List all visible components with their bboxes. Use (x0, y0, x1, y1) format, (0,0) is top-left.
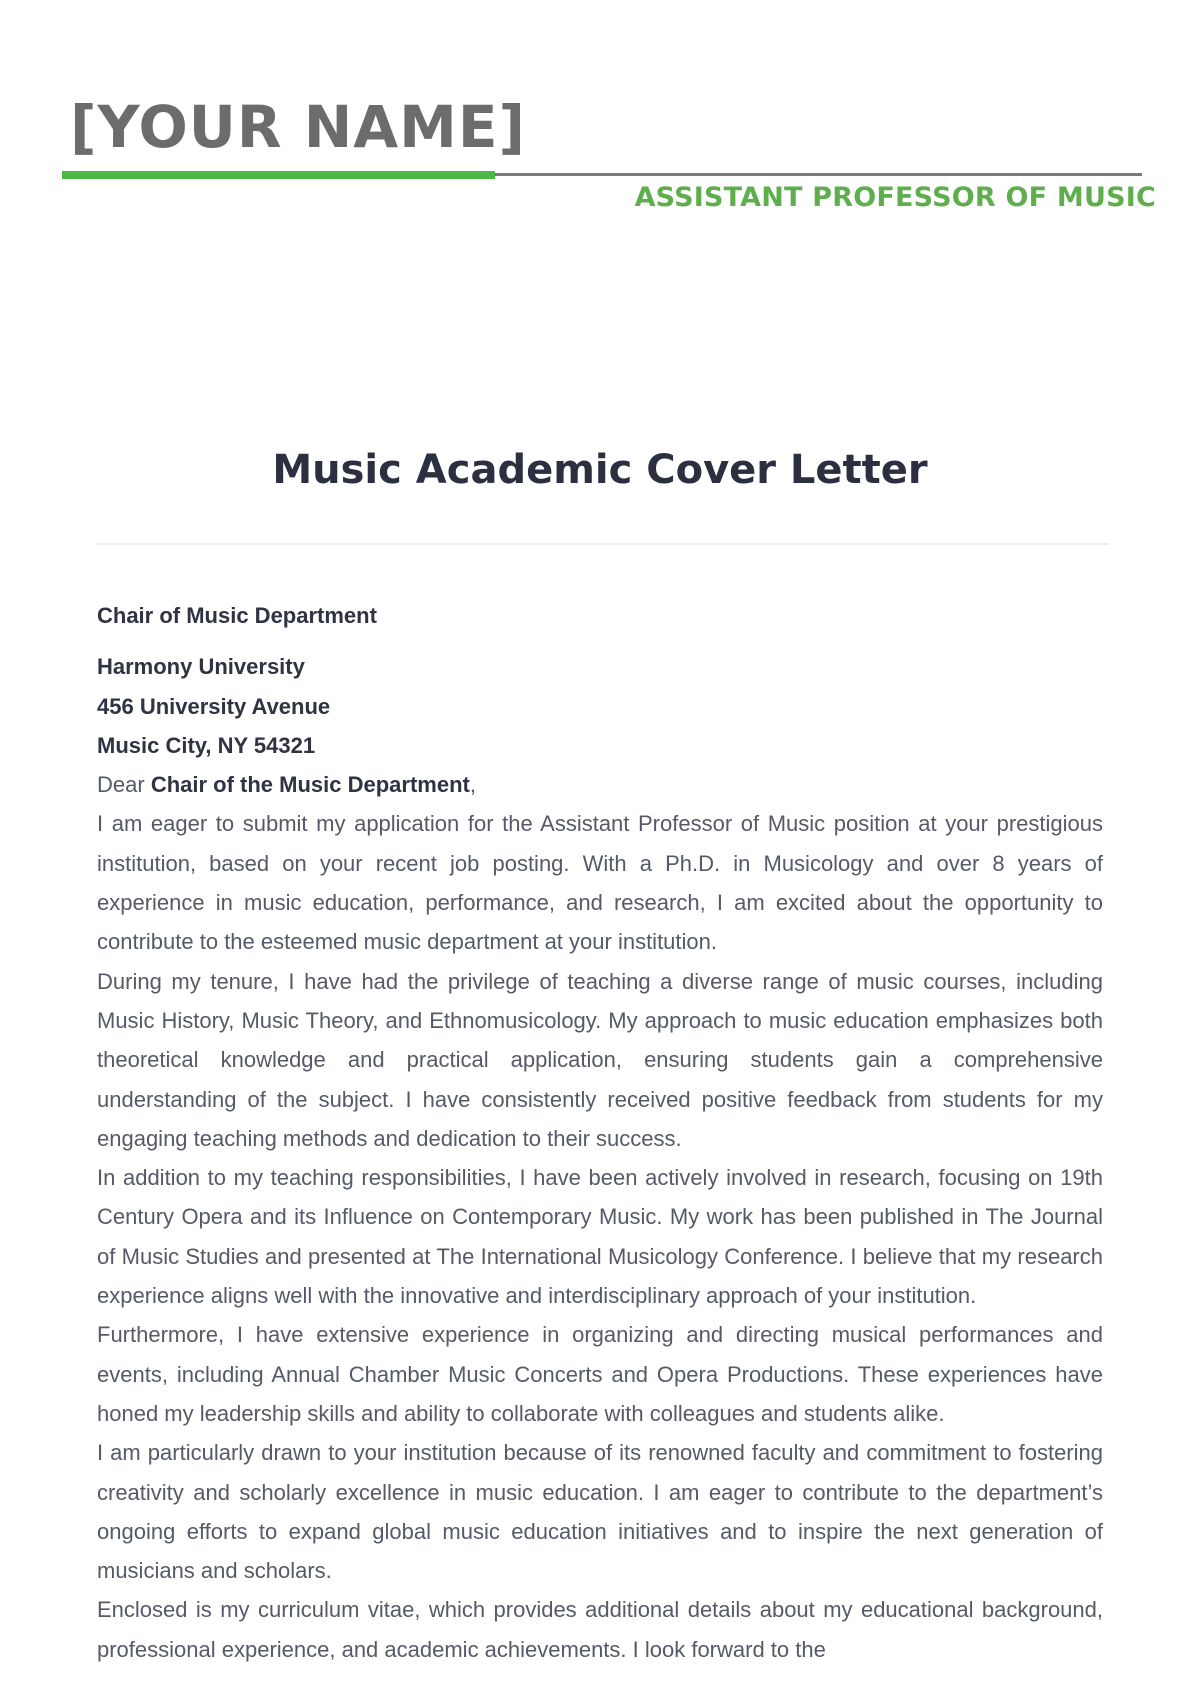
salutation-prefix: Dear (97, 772, 145, 798)
body-paragraph-1: I am eager to submit my application for the Assistant Professor of Music position at your prestigious institution, based on your recent job posting. With a Ph.D. in Musicology and over 8 years of experience in music education, performance, and research, I am excited about the opportunity to contribute to the esteemed music department at your institution. (97, 811, 1103, 955)
applicant-name: [YOUR NAME] (70, 93, 526, 161)
salutation (97, 765, 1103, 804)
body-paragraph-3: In addition to my teaching responsibilities, I have been actively involved in research, focusing on 19th Century Opera and its Influence on Contemporary Music. My work has been published in The Journal of Music Studies and presented at The International Musicology Conference. I believe that my research experience aligns well with the innovative and interdisciplinary approach of your institution. (97, 1165, 1103, 1309)
body-paragraph-6: Enclosed is my curriculum vitae, which provides additional details about my educational background, professional experience, and academic achievements. I look forward to the (97, 1597, 1103, 1662)
document-title: Music Academic Cover Letter (272, 447, 928, 493)
letter-content (97, 596, 1103, 1669)
body-paragraph-2: During my tenure, I have had the privilege of teaching a diverse range of music courses, including Music History, Music Theory, and Ethnomusicology. My approach to music education emphasizes both theoretical knowledge and practical application, ensuring students gain a comprehensive understanding of the subject. I have consistently received positive feedback from students for my engaging teaching methods and dedication to their success. (97, 968, 1103, 1151)
body-paragraph-4: Furthermore, I have extensive experience in organizing and directing musical performances and events, including Annual Chamber Music Concerts and Opera Productions. These experiences have honed my leadership skills and ability to collaborate with colleagues and students alike. (97, 1322, 1103, 1426)
recipient-title: Chair of Music Department (97, 603, 377, 628)
recipient-street: 456 University Avenue (97, 693, 331, 719)
salutation-name: Chair of the Music Department (150, 772, 470, 798)
salutation-suffix: , (469, 772, 476, 798)
body-paragraph-5: I am particularly drawn to your institution because of its renowned faculty and commitment to fostering creativity and scholarly excellence in music education. I am eager to contribute to the department’s ongoing efforts to expand global music education initiatives and to inspire the next generation of musicians and scholars. (97, 1440, 1103, 1584)
header-accent-rule (62, 171, 495, 179)
recipient-organization: Harmony University (97, 654, 305, 680)
job-title: ASSISTANT PROFESSOR OF MUSIC (634, 182, 1156, 213)
title-divider (96, 543, 1109, 545)
recipient-city: Music City, NY 54321 (97, 732, 316, 758)
